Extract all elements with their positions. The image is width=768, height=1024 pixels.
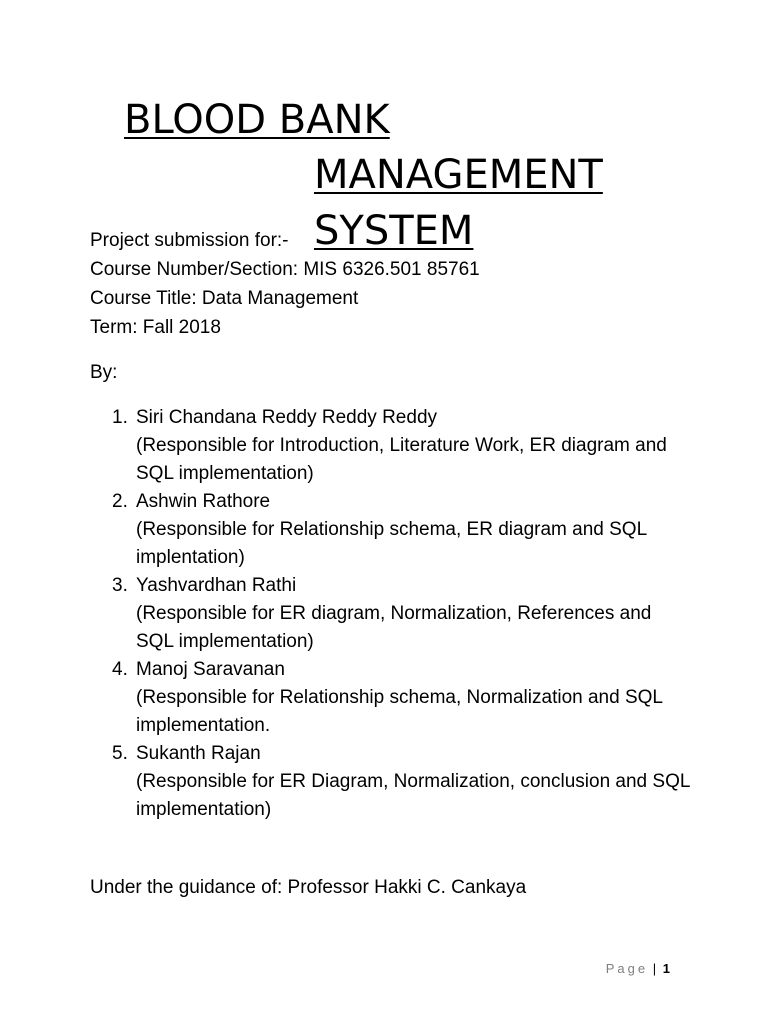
list-number: 1. xyxy=(112,407,128,428)
member-name: Sukanth Rajan xyxy=(136,743,261,764)
member-name: Yashvardhan Rathi xyxy=(136,575,297,596)
member-responsibility: (Responsible for ER Diagram, Normalization, conclusion and SQL implementation) xyxy=(136,771,690,820)
guidance-line: Under the guidance of: Professor Hakki C. Cankaya xyxy=(90,877,527,898)
submission-details xyxy=(90,226,480,342)
title-line-2: MANAGEMENT xyxy=(314,152,603,198)
footer-separator: | xyxy=(652,961,657,976)
list-item xyxy=(112,740,692,824)
page-number: 1 xyxy=(662,961,670,976)
list-item xyxy=(112,656,692,740)
course-title: Course Title: Data Management xyxy=(90,288,359,309)
list-item xyxy=(112,404,692,488)
course-number: Course Number/Section: MIS 6326.501 85761 xyxy=(90,259,480,280)
member-responsibility: (Responsible for Relationship schema, ER diagram and SQL implentation) xyxy=(136,519,647,568)
list-number: 4. xyxy=(112,659,128,680)
member-name: Ashwin Rathore xyxy=(136,491,271,512)
title-line-3: SYSTEM xyxy=(314,208,474,254)
page-label: Page xyxy=(605,961,649,976)
title-line-1: BLOOD BANK xyxy=(124,97,390,143)
list-item xyxy=(112,572,692,656)
member-name: Siri Chandana Reddy Reddy Reddy xyxy=(136,407,438,428)
list-number: 3. xyxy=(112,575,128,596)
term: Term: Fall 2018 xyxy=(90,317,221,338)
list-item xyxy=(112,488,692,572)
member-responsibility: (Responsible for Relationship schema, Normalization and SQL implementation. xyxy=(136,687,663,736)
submission-label: Project submission for:- xyxy=(90,230,289,251)
page-footer xyxy=(606,960,670,978)
list-number: 2. xyxy=(112,491,128,512)
team-member-list xyxy=(112,404,692,824)
list-number: 5. xyxy=(112,743,128,764)
by-label: By: xyxy=(90,362,118,383)
member-responsibility: (Responsible for Introduction, Literature Work, ER diagram and SQL implementation) xyxy=(136,435,667,484)
member-name: Manoj Saravanan xyxy=(136,659,285,680)
member-responsibility: (Responsible for ER diagram, Normalization, References and SQL implementation) xyxy=(136,603,652,652)
